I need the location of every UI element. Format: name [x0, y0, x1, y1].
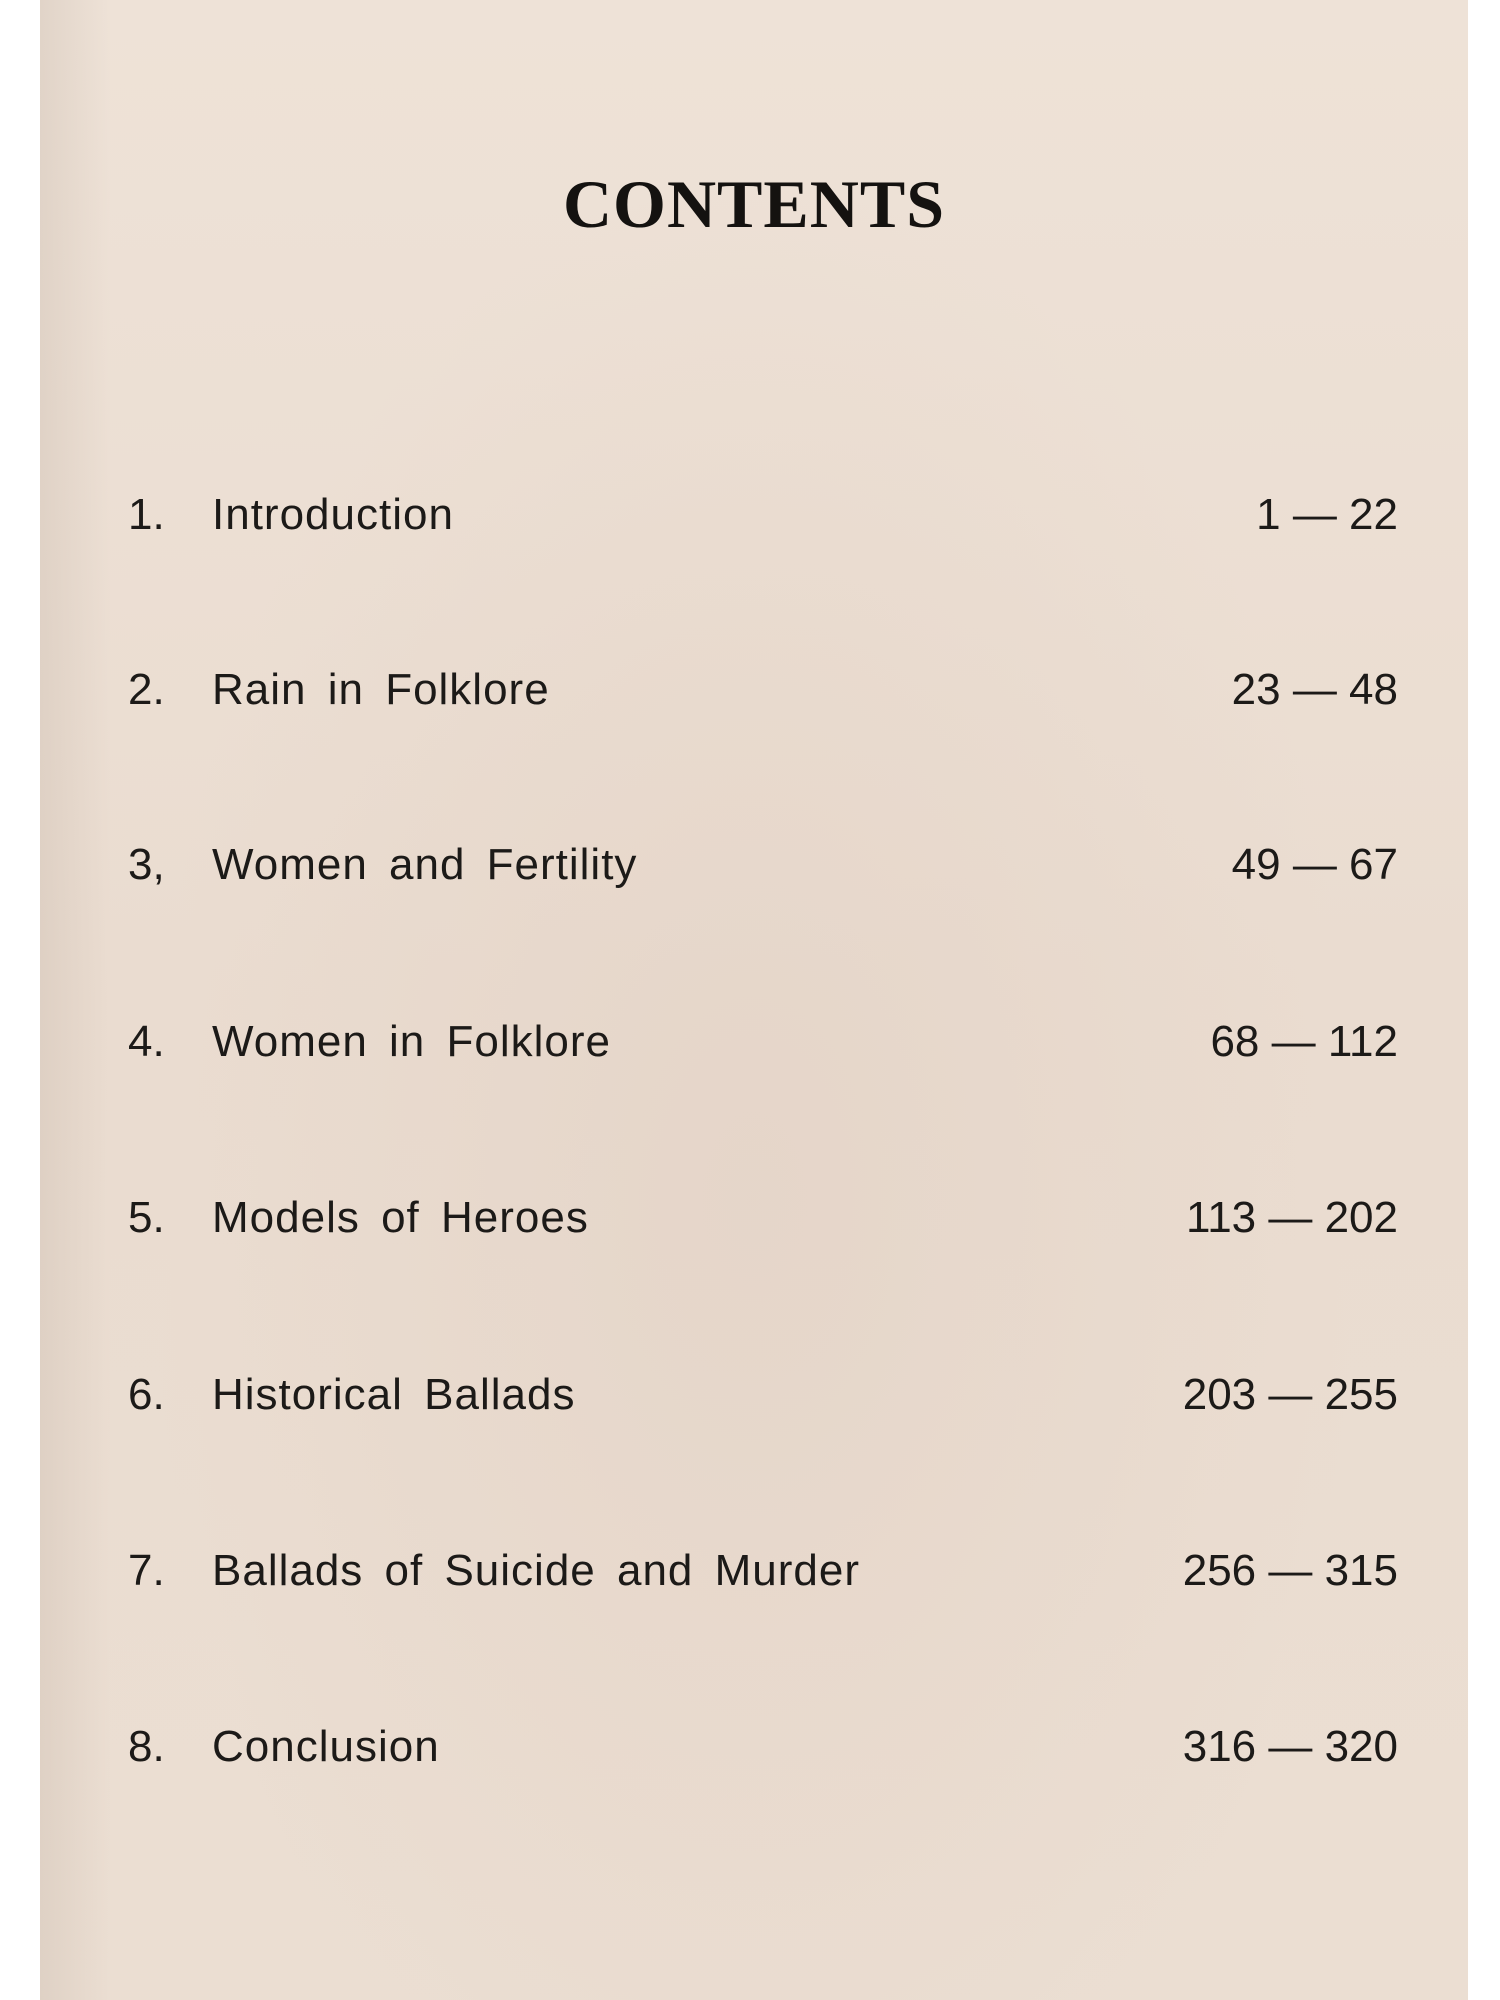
page-title: CONTENTS	[562, 166, 946, 242]
entry-page-range: 256 — 315	[1182, 1546, 1398, 1595]
entry-number: 6.	[128, 1370, 165, 1419]
toc-entry-historical-ballads	[40, 1370, 1468, 1440]
entry-page-range: 113 — 202	[1185, 1193, 1398, 1242]
entry-title: Conclusion	[212, 1722, 440, 1771]
entry-number: 2.	[128, 665, 165, 714]
toc-entry-women-and-fertility	[40, 840, 1468, 910]
entry-title: Historical Ballads	[212, 1370, 576, 1419]
entry-page-range: 316 — 320	[1182, 1722, 1398, 1771]
entry-number: 7.	[128, 1546, 165, 1595]
entry-number: 3,	[128, 840, 165, 889]
entry-title: Ballads of Suicide and Murder	[212, 1546, 860, 1595]
toc-entry-conclusion	[40, 1722, 1468, 1792]
entry-page-range: 68 — 112	[1210, 1017, 1398, 1066]
entry-title: Women and Fertility	[212, 840, 638, 889]
entry-title: Introduction	[212, 490, 454, 539]
entry-number: 8.	[128, 1722, 165, 1771]
page-edge-shadow	[40, 0, 110, 2000]
entry-number: 1.	[128, 490, 165, 539]
entry-page-range: 23 — 48	[1231, 665, 1398, 714]
entry-title: Women in Folklore	[212, 1017, 611, 1066]
entry-title: Models of Heroes	[212, 1193, 589, 1242]
entry-number: 5.	[128, 1193, 165, 1242]
toc-entry-ballads-of-suicide-and-murder	[40, 1546, 1468, 1616]
book-page	[40, 0, 1468, 2000]
entry-title: Rain in Folklore	[212, 665, 550, 714]
entry-number: 4.	[128, 1017, 165, 1066]
toc-entry-women-in-folklore	[40, 1017, 1468, 1087]
toc-entry-models-of-heroes	[40, 1193, 1468, 1263]
entry-page-range: 203 — 255	[1182, 1370, 1398, 1419]
entry-page-range: 49 — 67	[1231, 840, 1398, 889]
entry-page-range: 1 — 22	[1256, 490, 1398, 539]
toc-entry-rain-in-folklore	[40, 665, 1468, 735]
toc-entry-introduction	[40, 490, 1468, 560]
